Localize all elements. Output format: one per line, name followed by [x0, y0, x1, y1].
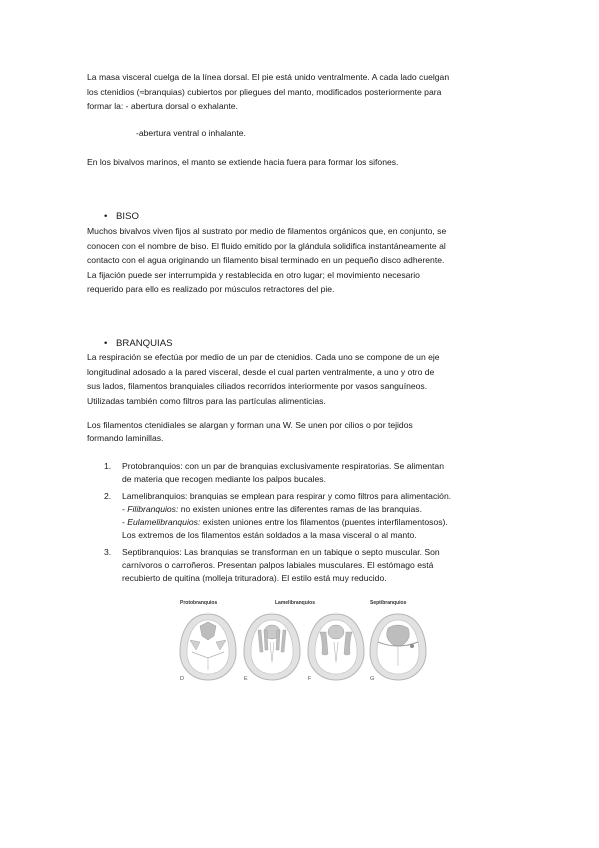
- list-number: 3.: [104, 546, 112, 557]
- intro-paragraph: [87, 70, 517, 114]
- list-line: de materia que recogen mediante los palpos bucales.: [122, 474, 326, 485]
- filament-line: formando laminillas.: [87, 432, 164, 443]
- gill-types-list: [104, 460, 524, 586]
- eulamelibranquios-term: Eulamelibranquios:: [127, 517, 201, 528]
- list-item: [104, 460, 524, 487]
- bullet-icon: •: [104, 211, 108, 222]
- list-line: carnívoros o carroñeros. Presentan palpos labiales musculares. El estómago está: [122, 560, 434, 571]
- list-line: Los extremos de los filamentos están soldados a la masa visceral o al manto.: [122, 530, 417, 541]
- branquias-heading: [104, 338, 173, 350]
- list-line: recubierto de quitina (molleja trituradora). El estilo está muy reducido.: [122, 573, 387, 584]
- list-number: 2.: [104, 490, 112, 501]
- branquias-line: longitudinal adosado a la pared visceral, desde el cual parten ventralmente, a uno y otro de: [87, 366, 435, 377]
- branquias-heading-text: BRANQUIAS: [116, 338, 173, 349]
- biso-line: contacto con el agua originando un filamento bisal terminado en un pequeño disco adherente.: [87, 255, 445, 266]
- siphon-paragraph: [87, 155, 517, 170]
- gill-diagrams: [170, 600, 428, 685]
- figure-title-lamelibranquios: Lamelibranquios: [275, 600, 316, 606]
- list-line: Septibranquios: Las branquias se transforman en un tabique o septo muscular. Son: [122, 546, 440, 557]
- siphon-text: En los bivalvos marinos, el manto se extiende hacia fuera para formar los sifones.: [87, 157, 399, 167]
- biso-paragraph: [87, 224, 517, 297]
- filibranquios-text: no existen uniones entre las diferentes ramas de las branquias.: [178, 503, 422, 514]
- figure-letter-d: D: [180, 676, 184, 682]
- filament-paragraph: [87, 419, 517, 444]
- biso-line: La fijación puede ser interrumpida y restablecida en otro lugar; el movimiento necesario: [87, 269, 420, 280]
- intro-indent-text: -abertura ventral o inhalante.: [136, 128, 246, 138]
- bullet-icon: •: [104, 338, 108, 349]
- filibranquios-term: Filibranquios:: [127, 503, 179, 514]
- sublist-eulamelibranquios: - Eulamelibranquios: existen uniones entre los filamentos (puentes interfilamentosos).: [122, 517, 448, 528]
- intro-indent-line: [136, 126, 436, 141]
- biso-line: conocen con el nombre de biso. El fluido emitido por la glándula solidifica instantáneamente al: [87, 240, 446, 251]
- list-item: [104, 490, 524, 543]
- filament-line: Los filamentos ctenidiales se alargan y forman una W. Se unen por cilios o por tejidos: [87, 420, 413, 430]
- intro-line: formar la: - abertura dorsal o exhalante.: [87, 101, 238, 112]
- list-line: Lamelibranquios: branquias se emplean para respirar y como filtros para alimentación.: [122, 490, 452, 501]
- list-line: Protobranquios: con un par de branquias exclusivamente respiratorias. Se alimentan: [122, 461, 444, 471]
- branquias-line: La respiración se efectúa por medio de un par de ctenidios. Cada uno se compone de un eje: [87, 352, 440, 362]
- figure-letter-e: E: [244, 676, 248, 682]
- intro-line: los ctenidios (≈branquias) cubiertos por pliegues del manto, modificados posteriormente para: [87, 86, 442, 97]
- list-number: 1.: [104, 461, 112, 471]
- diagram-eulamelibranquios: [308, 614, 364, 680]
- branquias-line: Utilizadas también como filtros para las partículas alimenticias.: [87, 395, 326, 406]
- biso-line: requerido para ello es realizado por músculos retractores del pie.: [87, 284, 335, 295]
- eulamelibranquios-text: existen uniones entre los filamentos (puentes interfilamentosos).: [200, 517, 448, 528]
- biso-heading: [104, 211, 139, 223]
- figure-letter-g: G: [370, 676, 375, 682]
- sublist-filibranquios: - Filibranquios: no existen uniones entre las diferentes ramas de las branquias.: [122, 503, 422, 514]
- diagram-septibranquios: [370, 614, 426, 680]
- biso-heading-text: BISO: [116, 211, 139, 222]
- figure-title-septibranquios: Septibranquios: [370, 600, 407, 606]
- gill-types-figure: [170, 600, 428, 685]
- figure-title-protobranquios: Protobranquios: [180, 600, 218, 606]
- branquias-line: sus lados, filamentos branquiales ciliados recorridos interiormente por vasos sanguíneos.: [87, 381, 428, 392]
- diagram-protobranquios: [180, 614, 236, 680]
- list-item: [104, 546, 524, 586]
- intro-line: La masa visceral cuelga de la línea dorsal. El pie está unido ventralmente. A cada lado cuelgan: [87, 72, 450, 82]
- figure-letter-f: F: [308, 676, 312, 682]
- diagram-filibranquios: [244, 614, 300, 680]
- biso-line: Muchos bivalvos viven fijos al sustrato por medio de filamentos orgánicos que, en conjunto, se: [87, 226, 447, 236]
- branquias-paragraph: [87, 350, 517, 408]
